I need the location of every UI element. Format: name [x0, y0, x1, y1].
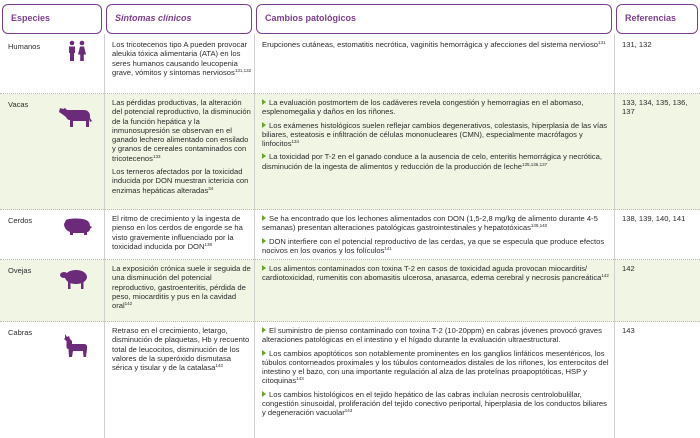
sintomas-text: Los tricotecenos tipo A pueden provocar aleukia tóxica alimentaria (ATA) en los seres humanos causando leucopenia grave, vómitos y síntomas nerviosos$^{131,132}$: [112, 40, 252, 77]
cambios-bullet: La evaluación postmortem de los cadáveres revela congestión y hemorragias en el abomaso, esplenomegalia y daños en los riñones.: [262, 98, 584, 117]
cambios-bullet: Los cambios histológicos en el tejido hepático de las cabras incluían necrosis centrolobulillar, congestión sinusoidal, proliferación del tejido conectivo periportal, hiperplasia de los conductos biliares y degeneración vacuolar$^{143}$: [262, 389, 607, 418]
cambios-bullet: Los alimentos contaminados con toxina T-2 en casos de toxicidad aguda provocan miocarditis/ cardiotoxicidad, rumenitis con abomasitis ulcerosa, anasarca, edema cerebral y necrosis pancreática$^{142}$: [262, 264, 609, 283]
cambios-bullet: Se ha encontrado que los lechones alimentados con DON (1,5-2,8 mg/kg de alimento durante 4-5 semanas) presentan alteraciones patológicas gastrointestinales y hepatotóxicas$^{139,140}$: [262, 214, 598, 233]
header-referencias: Referencias: [616, 4, 698, 34]
column-divider: [104, 34, 105, 438]
triangle-bullet-icon: [262, 350, 266, 356]
triangle-bullet-icon: [262, 327, 266, 333]
sintomas-text: Las pérdidas productivas, la alteración del potencial reproductivo, la disminución de la función hepática y la inmunosupresión se observan en el ganado lechero alimentado con ensilado y granos de cereales contaminados con tricotecenos$^{133}$: [112, 98, 251, 163]
sintomas-cell: [112, 326, 252, 376]
species-label: Humanos: [8, 42, 41, 51]
header-cambios: Cambios patológicos: [256, 4, 612, 34]
pig-icon: [62, 216, 92, 236]
triangle-bullet-icon: [262, 391, 266, 397]
sintomas-cell: [112, 264, 252, 314]
sintomas-text: La exposición crónica suele ir seguida de una disminución del potencial reproductivo, gastroenteritis, pérdida de peso, miocarditis y pus en la cavidad oral$^{142}$: [112, 264, 251, 311]
references-cell: 143: [622, 326, 635, 335]
cambios-cell: [262, 40, 610, 53]
human-pair-icon: [66, 40, 88, 62]
references-cell: 142: [622, 264, 635, 273]
cambios-bullet: Los cambios apoptóticos son notablemente prominentes en los ganglios linfáticos mesentéricos, los túbulos contorneados proximales y los túbulos contorneados distales de los riñones, los enterocitos del intestino y el bazo, con una importante regulación al alza de las proteínas proapoptóticas, HSP y citoquinas$^{143}$: [262, 348, 609, 386]
triangle-bullet-icon: [262, 153, 266, 159]
sintomas-text: El ritmo de crecimiento y la ingesta de pienso en los cerdos de engorde se ha visto gravemente influenciado por la toxicidad inducida por DON$^{138}$: [112, 214, 243, 251]
cow-icon: [58, 104, 94, 128]
cambios-bullet: El suministro de pienso contaminado con toxina T-2 (10-20ppm) en cabras jóvenes provocó graves alteraciones patológicas en el intestino y el hígado durante la evaluación ultraestructural.: [262, 326, 602, 345]
triangle-bullet-icon: [262, 238, 266, 244]
species-label: Ovejas: [8, 266, 32, 275]
triangle-bullet-icon: [262, 265, 266, 271]
cambios-cell: [262, 264, 610, 287]
cambios-bullet: DON interfiere con el potencial reproductivo de las cerdas, ya que se especula que produce efectos nocivos en los ovarios y los folículos$^{141}$: [262, 236, 605, 255]
column-divider: [254, 34, 255, 438]
table-row-humanos: [0, 36, 700, 94]
table-row-ovejas: [0, 260, 700, 322]
sintomas-cell: [112, 40, 252, 81]
references-cell: 138, 139, 140, 141: [622, 214, 686, 223]
cambios-text: Erupciones cutáneas, estomatitis necrótica, vaginitis hemorrágica y afecciones del sistema nervioso$^{131}$: [262, 40, 606, 49]
sintomas-text: Retraso en el crecimiento, letargo, disminución de plaquetas, Hb y recuento total de leucocitos, disminución de los valores de la superóxido dismutasa sérica y tisular y de la catalasa$^{143}$: [112, 326, 250, 373]
header-especies: Especies: [2, 4, 102, 34]
cambios-cell: [262, 326, 610, 422]
references-cell: 133, 134, 135, 136, 137: [622, 98, 688, 117]
sintomas-text: Los terneros afectados por la toxicidad inducida por DON muestran ictericia con enzimas hepáticas alteradas$^{34}$: [112, 167, 249, 195]
goat-icon: [62, 332, 88, 358]
sintomas-cell: [112, 98, 252, 199]
triangle-bullet-icon: [262, 122, 266, 128]
table-row-cerdos: [0, 210, 700, 260]
cambios-bullet: Los exámenes histológicos suelen reflejar cambios degenerativos, colestasis, hiperplasia de las vías biliares, esteatosis e infiltración de células mononucleares (CMN), especialmente macrófagos y linfocitos$^{134}$: [262, 120, 608, 149]
header-sintomas: Síntomas clínicos: [106, 4, 252, 34]
cambios-cell: [262, 98, 610, 175]
species-label: Cabras: [8, 328, 33, 337]
species-label: Cerdos: [8, 216, 33, 225]
table-row-cabras: [0, 322, 700, 438]
table-row-vacas: [0, 94, 700, 210]
cambios-bullet: La toxicidad por T-2 en el ganado conduce a la ausencia de celo, enteritis hemorrágica y necrótica, disminución de la ingesta de alimentos y reducción de la producción de leche$^{135,136,137}$: [262, 152, 602, 171]
references-cell: 131, 132: [622, 40, 652, 49]
sintomas-cell: [112, 214, 252, 255]
sheep-icon: [60, 268, 90, 290]
species-label: Vacas: [8, 100, 29, 109]
triangle-bullet-icon: [262, 99, 266, 105]
triangle-bullet-icon: [262, 215, 266, 221]
column-divider: [614, 34, 615, 438]
cambios-cell: [262, 214, 610, 259]
